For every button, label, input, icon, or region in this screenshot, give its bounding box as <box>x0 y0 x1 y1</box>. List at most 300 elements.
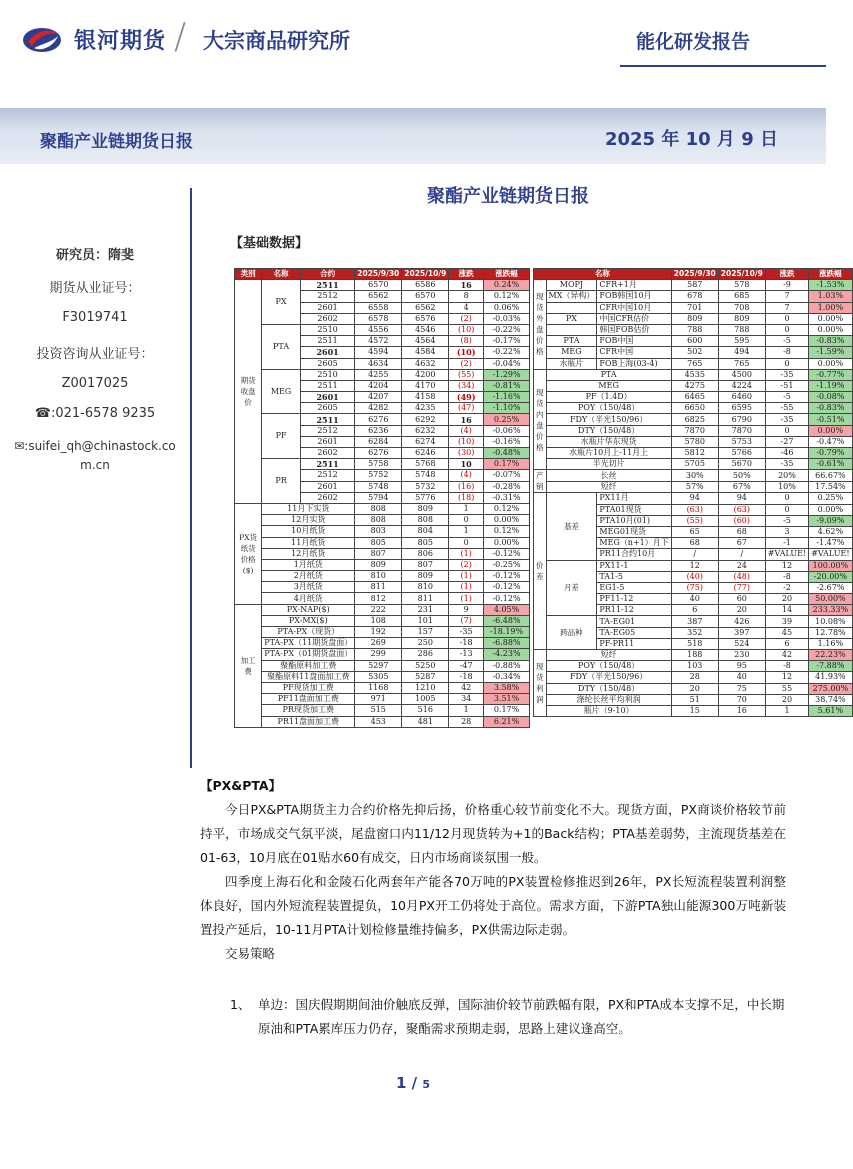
table-cell: 50% <box>718 470 765 482</box>
table-row <box>235 559 530 570</box>
table-cell: 678 <box>671 291 718 302</box>
table-cell: 4584 <box>402 347 449 358</box>
table-cell: 524 <box>718 638 765 649</box>
change-pct-cell: 0.24% <box>484 280 530 291</box>
change-pct-cell: 4.62% <box>809 526 852 537</box>
category-cell: PX货纸货价格($) <box>235 503 262 604</box>
table-cell: 5705 <box>671 459 718 470</box>
item-name-cell: PTA <box>546 369 671 380</box>
change-pct-cell: -0.28% <box>484 481 530 492</box>
change-pct-cell: 233.33% <box>809 605 852 616</box>
table-cell: 600 <box>671 336 718 347</box>
table-cell: 426 <box>718 616 765 627</box>
change-pct-cell: 12.78% <box>809 627 852 638</box>
table-cell: 804 <box>402 526 449 537</box>
table-cell: 5250 <box>402 660 449 671</box>
table-cell: 4594 <box>355 347 402 358</box>
table-cell: 811 <box>402 593 449 604</box>
column-header: 涨跌幅 <box>809 269 852 280</box>
change-pct-cell: 0.06% <box>484 302 530 313</box>
table-cell: 20 <box>718 605 765 616</box>
change-pct-cell: 1.03% <box>809 291 852 302</box>
change-pct-cell: 66.67% <box>809 470 852 482</box>
change-cell: -18 <box>449 638 484 649</box>
table-row <box>534 459 853 470</box>
table-row <box>534 650 853 661</box>
change-cell: 55 <box>765 683 808 694</box>
table-row <box>235 705 530 716</box>
strategy-item <box>230 993 790 1041</box>
table-cell: 807 <box>402 559 449 570</box>
table-row <box>235 280 530 291</box>
category-cell: 现货利润 <box>534 650 547 717</box>
change-pct-cell: -20.00% <box>809 571 852 582</box>
table-cell: 6558 <box>355 302 402 313</box>
table-row <box>534 616 853 627</box>
table-cell: 95 <box>718 661 765 672</box>
table-cell: 788 <box>718 324 765 335</box>
table-cell: 788 <box>671 324 718 335</box>
change-pct-cell: -0.22% <box>484 324 530 335</box>
title-band <box>0 108 826 164</box>
contract-cell: 2511 <box>300 380 354 391</box>
change-pct-cell: -0.03% <box>484 313 530 324</box>
change-cell: (2) <box>449 559 484 570</box>
item-name-cell: POY（150/48） <box>546 403 671 414</box>
product-cell: PTA <box>262 324 301 369</box>
change-cell: -46 <box>765 448 808 459</box>
table-cell: 250 <box>402 638 449 649</box>
table-row <box>235 515 530 526</box>
table-cell: / <box>718 549 765 560</box>
column-header: 名称 <box>262 269 301 280</box>
item-name-cell: 水瓶片10月上-11月上 <box>546 448 671 459</box>
item-name-cell: TA-EG01 <box>597 616 671 627</box>
table-cell: 5752 <box>355 470 402 481</box>
table-cell: 269 <box>355 638 402 649</box>
change-cell: #VALUE! <box>765 549 808 560</box>
change-pct-cell: -0.25% <box>484 559 530 570</box>
table-cell: 57% <box>671 481 718 493</box>
table-cell: 6 <box>671 605 718 616</box>
table-header-row <box>534 269 853 280</box>
item-name-cell: PX11月 <box>597 493 671 504</box>
item-name-cell: 1月纸货 <box>262 559 355 570</box>
item-name-cell: TA1-5 <box>597 571 671 582</box>
code-cell: MEG <box>546 347 597 358</box>
table-cell: 6292 <box>402 414 449 425</box>
advisory-cert-label: 投资咨询从业证号： <box>36 347 154 362</box>
change-pct-cell: 17.54% <box>809 481 852 493</box>
change-cell: 3 <box>765 526 808 537</box>
contract-cell: 2601 <box>300 436 354 447</box>
table-cell: 40 <box>671 594 718 605</box>
galaxy-logo-icon <box>22 22 62 58</box>
table-row <box>235 671 530 682</box>
subcategory-cell: 基差 <box>546 493 597 560</box>
table-row <box>534 336 853 347</box>
item-name-cell: PX-MX($) <box>262 615 355 626</box>
item-name-cell: PR现货加工费 <box>262 705 355 716</box>
change-cell: 4 <box>449 302 484 313</box>
change-cell: 1 <box>449 705 484 716</box>
table-cell: 28 <box>671 672 718 683</box>
item-name-cell: 4月纸货 <box>262 593 355 604</box>
table-cell: 6578 <box>355 313 402 324</box>
table-cell: 4556 <box>355 324 402 335</box>
change-pct-cell: -1.53% <box>809 280 852 291</box>
table-cell: 4282 <box>355 403 402 414</box>
table-cell: 578 <box>718 280 765 291</box>
item-name-cell: DTY（150/48） <box>546 425 671 436</box>
column-header: 2025/10/9 <box>718 269 765 280</box>
item-name-cell: 10月纸货 <box>262 526 355 537</box>
item-name-cell: FDY（半光150/96） <box>546 672 671 683</box>
institute-name: 大宗商品研究所 <box>203 29 350 53</box>
change-pct-cell: -0.16% <box>484 436 530 447</box>
product-cell: MEG <box>262 369 301 414</box>
item-name-cell: 12月实货 <box>262 515 355 526</box>
category-cell: 产销 <box>534 470 547 493</box>
email-line-1: ✉:suifei_qh@chinastock.co <box>14 439 176 453</box>
item-name-cell: PX-NAP($) <box>262 604 355 615</box>
change-cell: (18) <box>449 492 484 503</box>
change-pct-cell: -7.88% <box>809 661 852 672</box>
item-name-cell: PF11-12 <box>597 594 671 605</box>
paragraph-supply: 四季度上海石化和金陵石化两套年产能各70万吨的PX装置检修推迟到26年，PX长短流程装置利润整体良好，国内外短流程装置提负，10月PX开工仍将处于高位。需求方面，下游PTA独山能源300万吨新装置投产延后，10-11月PTA计划检修量维持偏多，PX供需边际走弱。 <box>200 874 786 937</box>
table-cell: (60) <box>718 515 765 526</box>
futures-cert-label: 期货从业证号： <box>49 281 141 296</box>
table-cell: 5776 <box>402 492 449 503</box>
change-cell: 20 <box>765 594 808 605</box>
advisory-cert: Z0017025 <box>61 376 129 391</box>
table-cell: (40) <box>671 571 718 582</box>
table-cell: 4572 <box>355 336 402 347</box>
item-name-cell: 长丝 <box>546 470 671 482</box>
table-cell: 808 <box>355 515 402 526</box>
strategy-item-number: 1、 <box>230 997 251 1012</box>
change-cell: (1) <box>449 593 484 604</box>
change-pct-cell: -0.79% <box>809 448 852 459</box>
change-pct-cell: -0.12% <box>484 548 530 559</box>
table-cell: 5780 <box>671 436 718 447</box>
table-cell: 24 <box>718 560 765 571</box>
table-cell: 188 <box>671 650 718 661</box>
band-title: 聚酯产业链期货日报 <box>40 132 193 152</box>
change-pct-cell: 0.00% <box>809 504 852 515</box>
code-cell: MOPJ <box>546 280 597 291</box>
table-cell: 518 <box>671 638 718 649</box>
table-cell: 4500 <box>718 369 765 380</box>
table-cell: 103 <box>671 661 718 672</box>
divider-slash: / <box>174 16 187 57</box>
change-cell: 7 <box>765 291 808 302</box>
item-name-cell: POY（150/48） <box>546 661 671 672</box>
table-row <box>235 604 530 615</box>
table-cell: 765 <box>718 358 765 369</box>
item-name-cell: PX11-1 <box>597 560 671 571</box>
item-name-cell: PR11盘面加工费 <box>262 716 355 727</box>
table-row <box>534 683 853 694</box>
table-cell: 67 <box>718 538 765 549</box>
contract-cell: 2602 <box>300 492 354 503</box>
change-pct-cell: 0.00% <box>809 425 852 436</box>
table-cell: 685 <box>718 291 765 302</box>
change-pct-cell: -0.51% <box>809 414 852 425</box>
change-cell: -35 <box>449 627 484 638</box>
change-cell: -55 <box>765 403 808 414</box>
table-cell: 516 <box>402 705 449 716</box>
column-header: 类别 <box>235 269 262 280</box>
table-cell: (63) <box>671 504 718 515</box>
change-cell: 12 <box>765 672 808 683</box>
change-cell: (1) <box>449 548 484 559</box>
table-cell: 6576 <box>402 313 449 324</box>
table-row <box>534 414 853 425</box>
table-row <box>534 661 853 672</box>
table-cell: (55) <box>671 515 718 526</box>
table-cell: 6650 <box>671 403 718 414</box>
table-row <box>534 425 853 436</box>
change-cell: (16) <box>449 481 484 492</box>
table-cell: 94 <box>671 493 718 504</box>
table-cell: 6570 <box>402 291 449 302</box>
contract-cell: 2510 <box>300 369 354 380</box>
contract-cell: 2602 <box>300 313 354 324</box>
category-cell: 期货收盘价 <box>235 280 262 504</box>
brand-name: 银河期货 <box>74 29 167 54</box>
change-pct-cell: -18.19% <box>484 627 530 638</box>
table-cell: 1005 <box>402 694 449 705</box>
table-cell: 6276 <box>355 448 402 459</box>
change-cell: 42 <box>449 682 484 693</box>
header-underline <box>620 65 826 67</box>
table-cell: 6562 <box>355 291 402 302</box>
table-row <box>235 503 530 514</box>
category-cell: 现货内盘价格 <box>534 369 547 470</box>
table-cell: 231 <box>402 604 449 615</box>
contract-cell: 2511 <box>300 336 354 347</box>
change-cell: (10) <box>449 324 484 335</box>
table-row <box>235 716 530 727</box>
change-cell: -8 <box>765 347 808 358</box>
item-name-cell: FOB上海(03-4) <box>597 358 671 369</box>
table-cell: 94 <box>718 493 765 504</box>
change-pct-cell: -0.12% <box>484 571 530 582</box>
change-pct-cell: -0.07% <box>484 470 530 481</box>
table-row <box>534 560 853 571</box>
table-row <box>534 280 853 291</box>
change-pct-cell: -0.77% <box>809 369 852 380</box>
table-row <box>534 358 853 369</box>
change-pct-cell: 0.17% <box>484 459 530 470</box>
table-cell: 4170 <box>402 380 449 391</box>
table-row <box>235 582 530 593</box>
report-header <box>0 0 826 80</box>
contract-cell: 2512 <box>300 425 354 436</box>
change-pct-cell: -6.48% <box>484 615 530 626</box>
table-cell: 15 <box>671 705 718 716</box>
change-cell: (4) <box>449 470 484 481</box>
table-cell: 6460 <box>718 392 765 403</box>
change-pct-cell: -0.47% <box>809 436 852 447</box>
table-cell: 810 <box>355 571 402 582</box>
change-cell: 0 <box>765 425 808 436</box>
item-name-cell: DTY（150/48） <box>546 683 671 694</box>
change-pct-cell: 0.25% <box>809 493 852 504</box>
change-pct-cell: -0.31% <box>484 492 530 503</box>
change-pct-cell: 1.16% <box>809 638 852 649</box>
contract-cell: 2605 <box>300 358 354 369</box>
change-pct-cell: -1.29% <box>484 369 530 380</box>
table-cell: 4546 <box>402 324 449 335</box>
change-pct-cell: 10.08% <box>809 616 852 627</box>
table-cell: 7870 <box>671 425 718 436</box>
table-row <box>534 313 853 324</box>
change-pct-cell: 41.93% <box>809 672 852 683</box>
table-cell: (75) <box>671 582 718 593</box>
table-cell: 6570 <box>355 280 402 291</box>
table-row <box>235 548 530 559</box>
change-cell: -18 <box>449 671 484 682</box>
change-pct-cell: -2.67% <box>809 582 852 593</box>
change-cell: 14 <box>765 605 808 616</box>
change-cell: 42 <box>765 650 808 661</box>
table-cell: 494 <box>718 347 765 358</box>
table-cell: 809 <box>402 571 449 582</box>
change-pct-cell: -0.06% <box>484 425 530 436</box>
table-row <box>534 705 853 716</box>
item-name-cell: 短纤 <box>546 481 671 493</box>
table-cell: 4207 <box>355 392 402 403</box>
table-row <box>235 615 530 626</box>
table-cell: 805 <box>355 537 402 548</box>
table-cell: 765 <box>671 358 718 369</box>
table-cell: 4200 <box>402 369 449 380</box>
change-cell: -1 <box>765 538 808 549</box>
table-cell: 809 <box>671 313 718 324</box>
change-pct-cell: 1.00% <box>809 302 852 313</box>
item-name-cell: 2月纸货 <box>262 571 355 582</box>
table-cell: 5794 <box>355 492 402 503</box>
change-cell: 1 <box>449 526 484 537</box>
change-pct-cell: 3.51% <box>484 694 530 705</box>
table-row <box>534 493 853 504</box>
table-cell: 7870 <box>718 425 765 436</box>
table-row <box>235 324 530 335</box>
table-cell: 4632 <box>402 358 449 369</box>
change-cell: 1 <box>765 705 808 716</box>
table-cell: 75 <box>718 683 765 694</box>
table-row <box>534 369 853 380</box>
table-cell: 6276 <box>355 414 402 425</box>
change-cell: 0 <box>449 537 484 548</box>
sidebar-divider <box>190 188 192 768</box>
table-cell: 6595 <box>718 403 765 414</box>
table-cell: 5305 <box>355 671 402 682</box>
change-cell: 0 <box>765 358 808 369</box>
change-cell: -2 <box>765 582 808 593</box>
table-cell: 5766 <box>718 448 765 459</box>
item-name-cell: 半光切片 <box>546 459 671 470</box>
table-cell: 587 <box>671 280 718 291</box>
table-cell: (48) <box>718 571 765 582</box>
change-cell: (49) <box>449 392 484 403</box>
change-pct-cell: 0.00% <box>484 537 530 548</box>
table-cell: 101 <box>402 615 449 626</box>
table-cell: 51 <box>671 694 718 705</box>
item-name-cell: FOB韩国10月 <box>597 291 671 302</box>
item-name-cell: PF（1.4D） <box>546 392 671 403</box>
table-cell: 222 <box>355 604 402 615</box>
item-name-cell: 11月纸货 <box>262 537 355 548</box>
change-cell: -8 <box>765 661 808 672</box>
change-pct-cell: -0.83% <box>809 336 852 347</box>
change-pct-cell: 50.00% <box>809 594 852 605</box>
table-cell: 806 <box>402 548 449 559</box>
item-name-cell: EG1-5 <box>597 582 671 593</box>
code-cell: PTA <box>546 336 597 347</box>
table-cell: 5732 <box>402 481 449 492</box>
table-row <box>235 571 530 582</box>
code-cell: PX <box>546 313 597 324</box>
table-row <box>534 672 853 683</box>
researcher-name: 研究员：隋斐 <box>55 248 134 263</box>
change-pct-cell: 0.12% <box>484 291 530 302</box>
change-pct-cell: 5.61% <box>809 705 852 716</box>
contract-cell: 2510 <box>300 324 354 335</box>
phone: ☎:021-6578 9235 <box>34 406 156 421</box>
table-cell: 286 <box>402 649 449 660</box>
change-cell: 39 <box>765 616 808 627</box>
change-pct-cell: -0.08% <box>809 392 852 403</box>
table-row <box>235 627 530 638</box>
change-cell: (10) <box>449 436 484 447</box>
change-pct-cell: 0.00% <box>484 515 530 526</box>
table-cell: 65 <box>671 526 718 537</box>
change-cell: (7) <box>449 615 484 626</box>
change-pct-cell: 0.12% <box>484 503 530 514</box>
change-pct-cell: -1.10% <box>484 403 530 414</box>
table-row <box>534 324 853 335</box>
change-pct-cell: 0.00% <box>809 313 852 324</box>
table-cell: 68 <box>718 526 765 537</box>
table-cell: 809 <box>718 313 765 324</box>
change-cell: 0 <box>765 313 808 324</box>
strategy-label: 交易策略 <box>225 946 276 961</box>
table-cell: 5297 <box>355 660 402 671</box>
change-pct-cell: 100.00% <box>809 560 852 571</box>
contract-cell: 2605 <box>300 403 354 414</box>
table-cell: 5812 <box>671 448 718 459</box>
table-cell: 6562 <box>402 302 449 313</box>
table-cell: 60 <box>718 594 765 605</box>
table-cell: / <box>671 549 718 560</box>
change-cell: 8 <box>449 291 484 302</box>
change-cell: 10% <box>765 481 808 493</box>
table-cell: 808 <box>402 515 449 526</box>
item-name-cell: CFR+1月 <box>597 280 671 291</box>
table-cell: 397 <box>718 627 765 638</box>
table-cell: 453 <box>355 716 402 727</box>
change-pct-cell: 38.74% <box>809 694 852 705</box>
table-cell: 809 <box>355 559 402 570</box>
strategy-item-text: 单边：国庆假期期间油价触底反弹，国际油价较节前跌幅有限，PX和PTA成本支撑不足，中长期原油和PTA累库压力仍存，聚酯需求预期走弱，思路上建议逢高空。 <box>258 997 785 1036</box>
subcategory-cell: 跨品种 <box>546 616 597 650</box>
table-cell: 20 <box>671 683 718 694</box>
item-name-cell: PTA-PX（01期货盘面） <box>262 649 355 660</box>
contract-cell: 2602 <box>300 448 354 459</box>
